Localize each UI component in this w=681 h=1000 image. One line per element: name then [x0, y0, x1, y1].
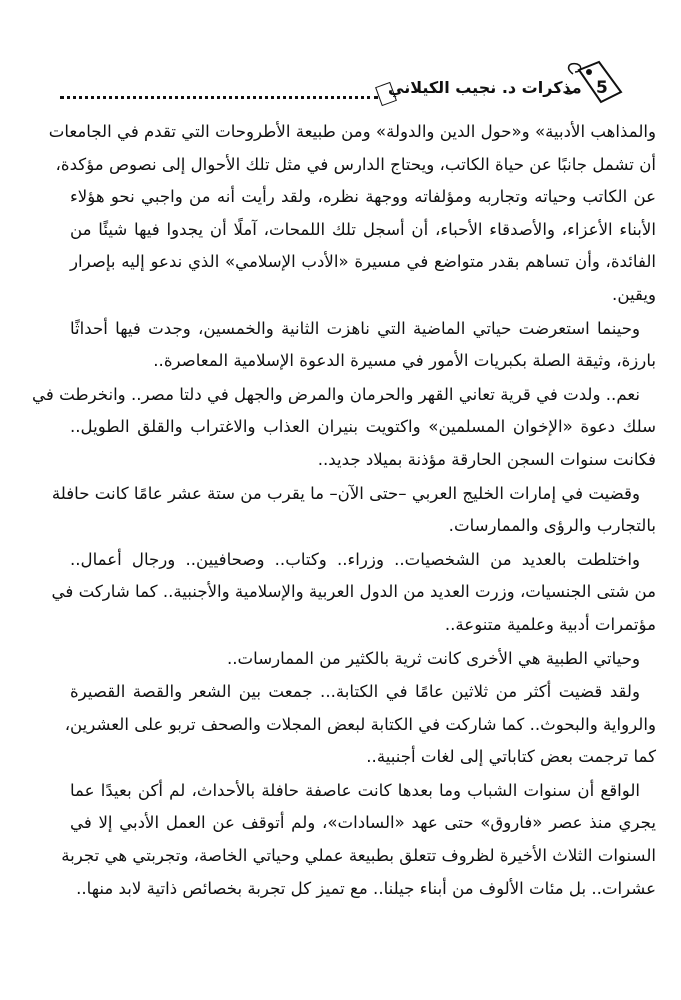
text-line: عن الكاتب وحياته وتجاربه ومؤلفاته ووجهة نظره، ولقد رأيت أنه من واجبي نحو هؤلاء: [70, 187, 656, 207]
text-line: الأبناء الأعزاء، والأصدقاء الأحباء، أن أسجل تلك اللمحات، آملًا أن يجدوا فيها شيئًا من: [70, 219, 656, 239]
running-title: مذكرات د. نجيب الكيلاني: [388, 78, 582, 97]
paragraph: [32, 379, 656, 477]
text-line: سلك دعوة «الإخوان المسلمين» واكتويت بنيران العذاب والاغتراب والقلق الطويل..: [70, 417, 656, 437]
paragraph: [48, 116, 656, 312]
text-line: كما ترجمت بعض كتاباتي إلى لغات أجنبية..: [366, 747, 656, 767]
page-number: 5: [596, 78, 608, 98]
running-header: [60, 62, 660, 112]
text-line: بارزة، وثيقة الصلة بكبريات الأمور في مسيرة الدعوة الإسلامية المعاصرة..: [153, 351, 656, 371]
dotted-rule: [60, 96, 378, 99]
text-line: وقضيت في إمارات الخليج العربي –حتى الآن– ما يقرب من ستة عشر عامًا كانت حافلة: [51, 483, 640, 503]
paragraph: [51, 478, 656, 543]
text-line: بالتجارب والرؤى والممارسات.: [448, 516, 656, 536]
text-line: نعم.. ولدت في قرية تعاني القهر والحرمان والمرض والجهل في دلتا مصر.. وانخرطت في: [32, 384, 640, 404]
paragraph: [61, 775, 656, 905]
text-line: وحياتي الطبية هي الأخرى كانت ثرية بالكثير من الممارسات..: [226, 648, 640, 668]
text-line: مؤتمرات أدبية وعلمية متنوعة..: [444, 614, 656, 634]
text-line: السنوات الثلاث الأخيرة لظروف تتعلق بطبيعة عملي وحياتي الخاصة، وتجربتي هي تجربة: [61, 846, 656, 866]
text-line: الواقع أن سنوات الشباب وما بعدها كانت عاصفة حافلة بالأحداث، لم أكن بعيدًا عما: [70, 780, 640, 800]
text-line: واختلطت بالعديد من الشخصيات.. وزراء.. وكتاب.. وصحافيين.. ورجال أعمال..: [70, 549, 640, 569]
paragraph: [64, 676, 656, 774]
paragraph: [70, 313, 656, 378]
text-line: والمذاهب الأدبية» و«حول الدين والدولة» ومن طبيعة الأطروحات التي تقدم في الجامعات: [48, 122, 656, 141]
text-line: ويقين.: [612, 284, 656, 304]
body-text: [32, 116, 656, 906]
text-line: فكانت سنوات السجن الحارقة مؤذنة بميلاد جديد..: [317, 449, 656, 469]
text-line: وحينما استعرضت حياتي الماضية التي ناهزت الثانية والخمسين، وجدت فيها أحداثًا: [70, 318, 640, 338]
text-line: يجري منذ عصر «فاروق» حتى عهد «السادات»، ولم أتوقف عن العمل الأدبي إلا في: [70, 813, 656, 833]
page-tag-ornament-icon: [565, 60, 625, 104]
text-line: والرواية والبحوث.. كما شاركت في الكتابة لبعض المجلات والصحف تربو على العشرين،: [64, 714, 656, 734]
text-line: الفائدة، وأن تساهم بقدر متواضع في مسيرة «الأدب الإسلامي» الذي ندعو إليه بإصرار: [70, 252, 656, 272]
text-line: أن تشمل جانبًا عن حياة الكاتب، ويحتاج الدارس في مثل تلك الأحوال إلى نصوص مؤكدة،: [55, 154, 656, 174]
paragraph: [70, 643, 656, 676]
paragraph: [51, 544, 656, 642]
text-line: ولقد قضيت أكثر من ثلاثين عامًا في الكتابة... جمعت بين الشعر والقصة القصيرة: [70, 682, 640, 702]
text-line: عشرات.. بل مئات الألوف من أبناء جيلنا.. مع تميز كل تجربة بخصائص ذاتية لابد منها..: [76, 878, 656, 898]
text-line: من شتى الجنسيات، وزرت العديد من الدول العربية والإسلامية والأجنبية.. كما شاركت في: [51, 582, 656, 602]
